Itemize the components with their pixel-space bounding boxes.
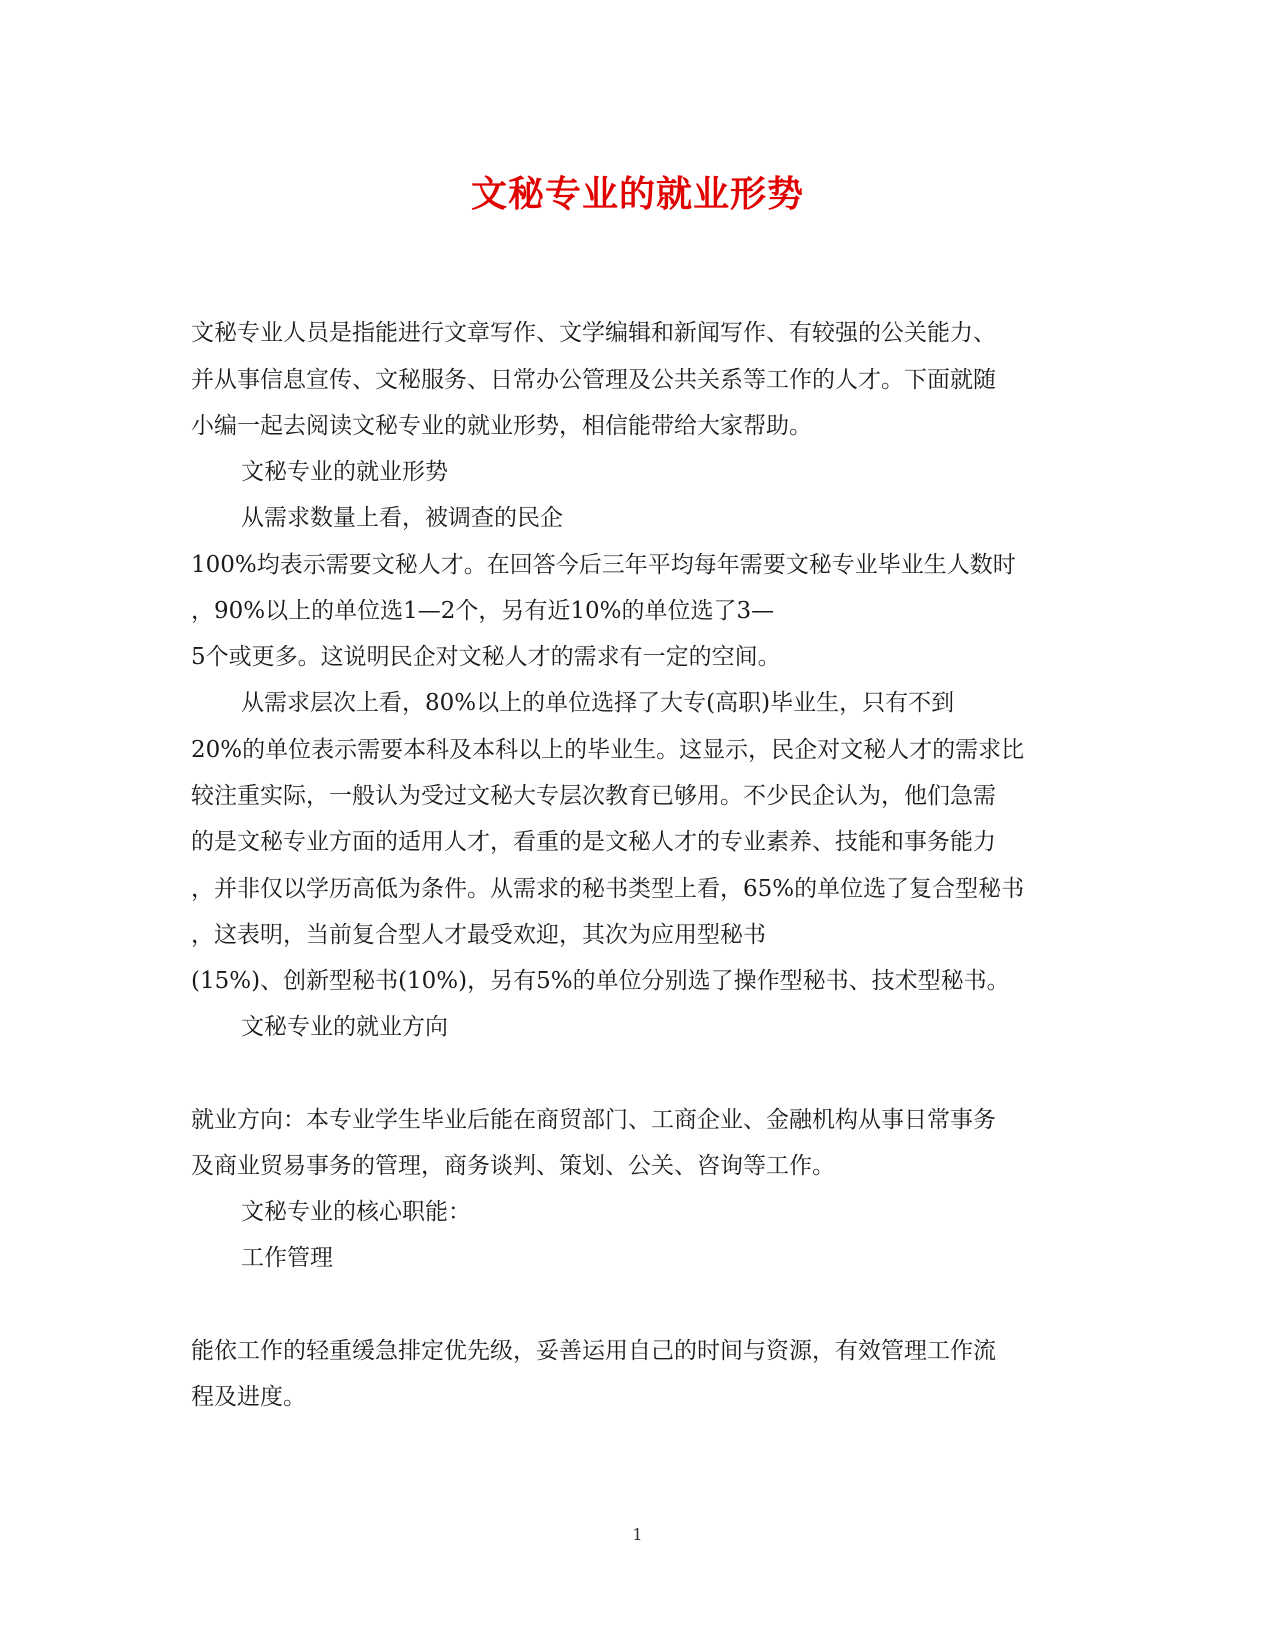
paragraph-line: ，90%以上的单位选1—2个，另有近10%的单位选了3—	[191, 598, 775, 624]
paragraph-line: 及商业贸易事务的管理，商务谈判、策划、公关、咨询等工作。	[191, 1153, 835, 1179]
paragraph-line: 就业方向：本专业学生毕业后能在商贸部门、工商企业、金融机构从事日常事务	[191, 1107, 996, 1133]
paragraph-line: 5个或更多。这说明民企对文秘人才的需求有一定的空间。	[191, 644, 781, 670]
section-heading: 文秘专业的核心职能：	[241, 1199, 471, 1225]
section-heading: 文秘专业的就业形势	[241, 459, 448, 485]
paragraph-line: 程及进度。	[191, 1384, 306, 1410]
paragraph-line: 从需求层次上看，80%以上的单位选择了大专(高职)毕业生，只有不到	[241, 690, 955, 716]
paragraph-line: ，并非仅以学历高低为条件。从需求的秘书类型上看，65%的单位选了复合型秘书	[191, 876, 1025, 902]
paragraph-line: 20%的单位表示需要本科及本科以上的毕业生。这显示，民企对文秘人才的需求比	[191, 737, 1025, 763]
section-heading: 文秘专业的就业方向	[241, 1014, 448, 1040]
paragraph-line: 的是文秘专业方面的适用人才，看重的是文秘人才的专业素养、技能和事务能力	[191, 829, 996, 855]
paragraph-line: 文秘专业人员是指能进行文章写作、文学编辑和新闻写作、有较强的公关能力、	[191, 320, 996, 346]
paragraph-line: (15%)、创新型秘书(10%)，另有5%的单位分别选了操作型秘书、技术型秘书。	[191, 968, 1010, 994]
paragraph-line: 小编一起去阅读文秘专业的就业形势，相信能带给大家帮助。	[191, 413, 812, 439]
paragraph-line: 100%均表示需要文秘人才。在回答今后三年平均每年需要文秘专业毕业生人数时	[191, 552, 1016, 578]
paragraph-line: ，这表明，当前复合型人才最受欢迎，其次为应用型秘书	[191, 922, 766, 948]
subheading: 工作管理	[241, 1245, 333, 1271]
document-title: 文秘专业的就业形势	[470, 173, 804, 215]
paragraph-line: 较注重实际，一般认为受过文秘大专层次教育已够用。不少民企认为，他们急需	[191, 783, 996, 809]
page-number: 1	[632, 1525, 643, 1544]
paragraph-line: 并从事信息宣传、文秘服务、日常办公管理及公共关系等工作的人才。下面就随	[191, 367, 996, 393]
paragraph-line: 能依工作的轻重缓急排定优先级，妥善运用自己的时间与资源，有效管理工作流	[191, 1338, 996, 1364]
paragraph-line: 从需求数量上看，被调查的民企	[241, 505, 563, 531]
